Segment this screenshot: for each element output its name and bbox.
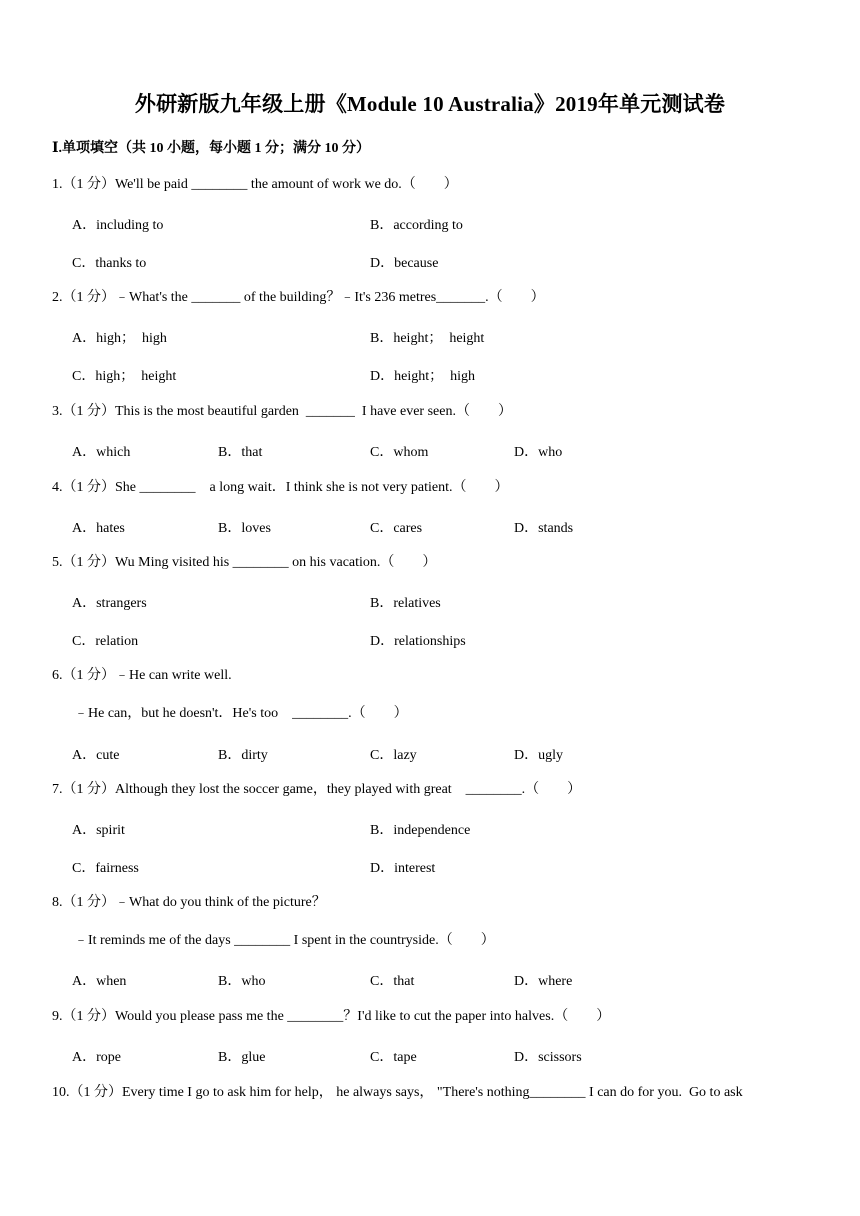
question-9-option-c: C．tape: [370, 1050, 417, 1065]
question-1-stem: 1.（1 分）We'll be paid ________ the amount of work we do.（ ）: [52, 177, 458, 192]
question-2-option-d: D．height； high: [370, 369, 475, 384]
question-8-stem-line-2: ﹣It reminds me of the days ________ I spent in the countryside.（ ）: [74, 933, 495, 948]
question-1-option-b: B．according to: [370, 218, 463, 233]
question-2-option-b: B．height； height: [370, 331, 485, 346]
question-6-option-d: D．ugly: [514, 748, 563, 763]
question-9-option-a: A．rope: [72, 1050, 121, 1065]
question-5-option-d: D．relationships: [370, 634, 466, 649]
question-4-option-d: D．stands: [514, 521, 574, 536]
question-1-option-a: A．including to: [72, 218, 164, 233]
question-4-stem: 4.（1 分）She ________ a long wait．I think she is not very patient.（ ）: [52, 480, 509, 495]
question-6-option-c: C．lazy: [370, 748, 417, 763]
question-7-option-b: B．independence: [370, 823, 471, 838]
question-5-stem: 5.（1 分）Wu Ming visited his ________ on his vacation.（ ）: [52, 555, 437, 570]
question-3-stem: 3.（1 分）This is the most beautiful garden _______ I have ever seen.（ ）: [52, 404, 512, 419]
section-heading: Ⅰ.单项填空（共 10 小题，每小题 1 分；满分 10 分）: [52, 141, 371, 156]
question-8-option-b: B．who: [218, 974, 266, 989]
question-9-option-b: B．glue: [218, 1050, 266, 1065]
page-title: 外研新版九年级上册《Module 10 Australia》2019年单元测试卷: [134, 92, 726, 116]
question-2-stem: 2.（1 分）﹣What's the _______ of the building？﹣It's 236 metres_______.（ ）: [52, 290, 545, 305]
question-9-option-d: D．scissors: [514, 1050, 582, 1065]
question-3-option-b: B．that: [218, 445, 263, 460]
question-8-option-a: A．when: [72, 974, 127, 989]
question-5-option-a: A．strangers: [72, 596, 147, 611]
question-4-option-a: A．hates: [72, 521, 125, 536]
question-9-stem: 9.（1 分）Would you please pass me the ________？I'd like to cut the paper into halves.（ ）: [52, 1009, 611, 1024]
question-2-option-a: A．high； high: [72, 331, 167, 346]
question-8-stem: 8.（1 分）﹣What do you think of the picture？: [52, 895, 326, 910]
question-8-option-c: C．that: [370, 974, 415, 989]
question-1-option-d: D．because: [370, 256, 439, 271]
question-6-stem-line-2: ﹣He can，but he doesn't．He's too ________.（ ）: [74, 706, 408, 721]
question-3-option-d: D．who: [514, 445, 563, 460]
question-5-option-b: B．relatives: [370, 596, 441, 611]
question-1-option-c: C．thanks to: [72, 256, 147, 271]
question-7-option-d: D．interest: [370, 861, 436, 876]
question-7-stem: 7.（1 分）Although they lost the soccer game，they played with great ________.（ ）: [52, 782, 582, 797]
question-4-option-b: B．loves: [218, 521, 271, 536]
question-7-option-c: C．fairness: [72, 861, 139, 876]
question-3-option-a: A．which: [72, 445, 131, 460]
question-10-stem: 10.（1 分）Every time I go to ask him for help， he always says， "There's nothing________ I can do for you. Go to ask: [52, 1085, 743, 1100]
question-6-option-b: B．dirty: [218, 748, 268, 763]
question-7-option-a: A．spirit: [72, 823, 125, 838]
question-6-stem: 6.（1 分）﹣He can write well.: [52, 668, 232, 683]
question-6-option-a: A．cute: [72, 748, 120, 763]
question-4-option-c: C．cares: [370, 521, 423, 536]
question-3-option-c: C．whom: [370, 445, 429, 460]
question-8-option-d: D．where: [514, 974, 573, 989]
question-5-option-c: C．relation: [72, 634, 139, 649]
question-2-option-c: C．high； height: [72, 369, 177, 384]
